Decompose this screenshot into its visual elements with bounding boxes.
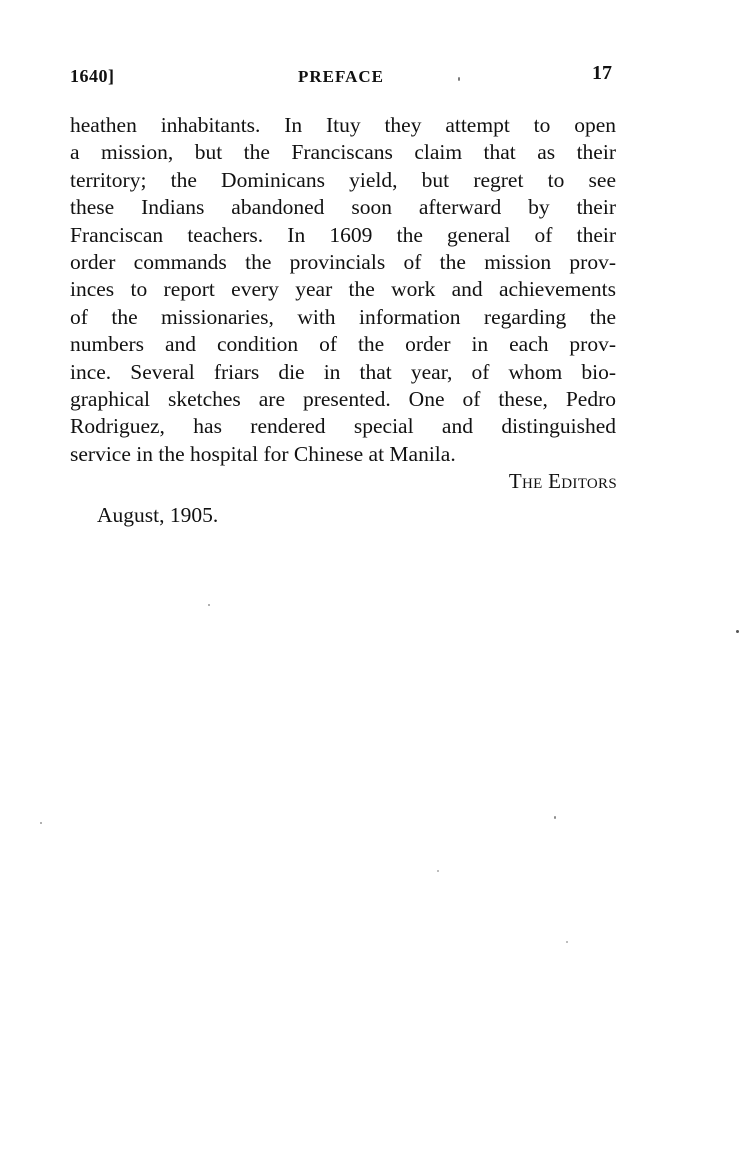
scan-speck <box>554 816 556 819</box>
scan-speck <box>566 941 568 943</box>
running-head-title: PREFACE <box>298 67 385 86</box>
scan-speck <box>458 77 460 81</box>
signature: The Editors <box>508 469 617 493</box>
text-line: these Indians abandoned soon afterward by their <box>70 195 616 220</box>
scan-speck <box>437 870 439 872</box>
running-head-year: 1640] <box>70 66 115 86</box>
text-line: ince. Several friars die in that year, of whom bio- <box>70 359 616 384</box>
text-line: numbers and condition of the order in each prov- <box>70 332 616 357</box>
scan-speck <box>208 604 210 606</box>
text-line-last: service in the hospital for Chinese at Manila. <box>70 441 456 466</box>
text-line: of the missionaries, with information regarding the <box>70 304 616 329</box>
page-number: 17 <box>592 62 612 84</box>
text-line: Franciscan teachers. In 1609 the general of their <box>70 222 616 247</box>
text-line: heathen inhabitants. In Ituy they attempt to open <box>70 113 616 137</box>
text-line: order commands the provincials of the mission prov- <box>70 249 616 274</box>
dateline: August, 1905. <box>97 503 219 527</box>
text-line: a mission, but the Franciscans claim that as their <box>70 140 616 165</box>
text-line: graphical sketches are presented. One of these, Pedro <box>70 386 616 411</box>
running-head <box>70 62 618 90</box>
text-line: Rodriguez, has rendered special and distinguished <box>70 414 616 439</box>
preface-paragraph <box>70 112 616 468</box>
scan-speck <box>736 630 739 633</box>
text-line: territory; the Dominicans yield, but regret to see <box>70 167 616 192</box>
text-line: inces to report every year the work and achievements <box>70 277 616 302</box>
scan-speck <box>40 822 42 824</box>
